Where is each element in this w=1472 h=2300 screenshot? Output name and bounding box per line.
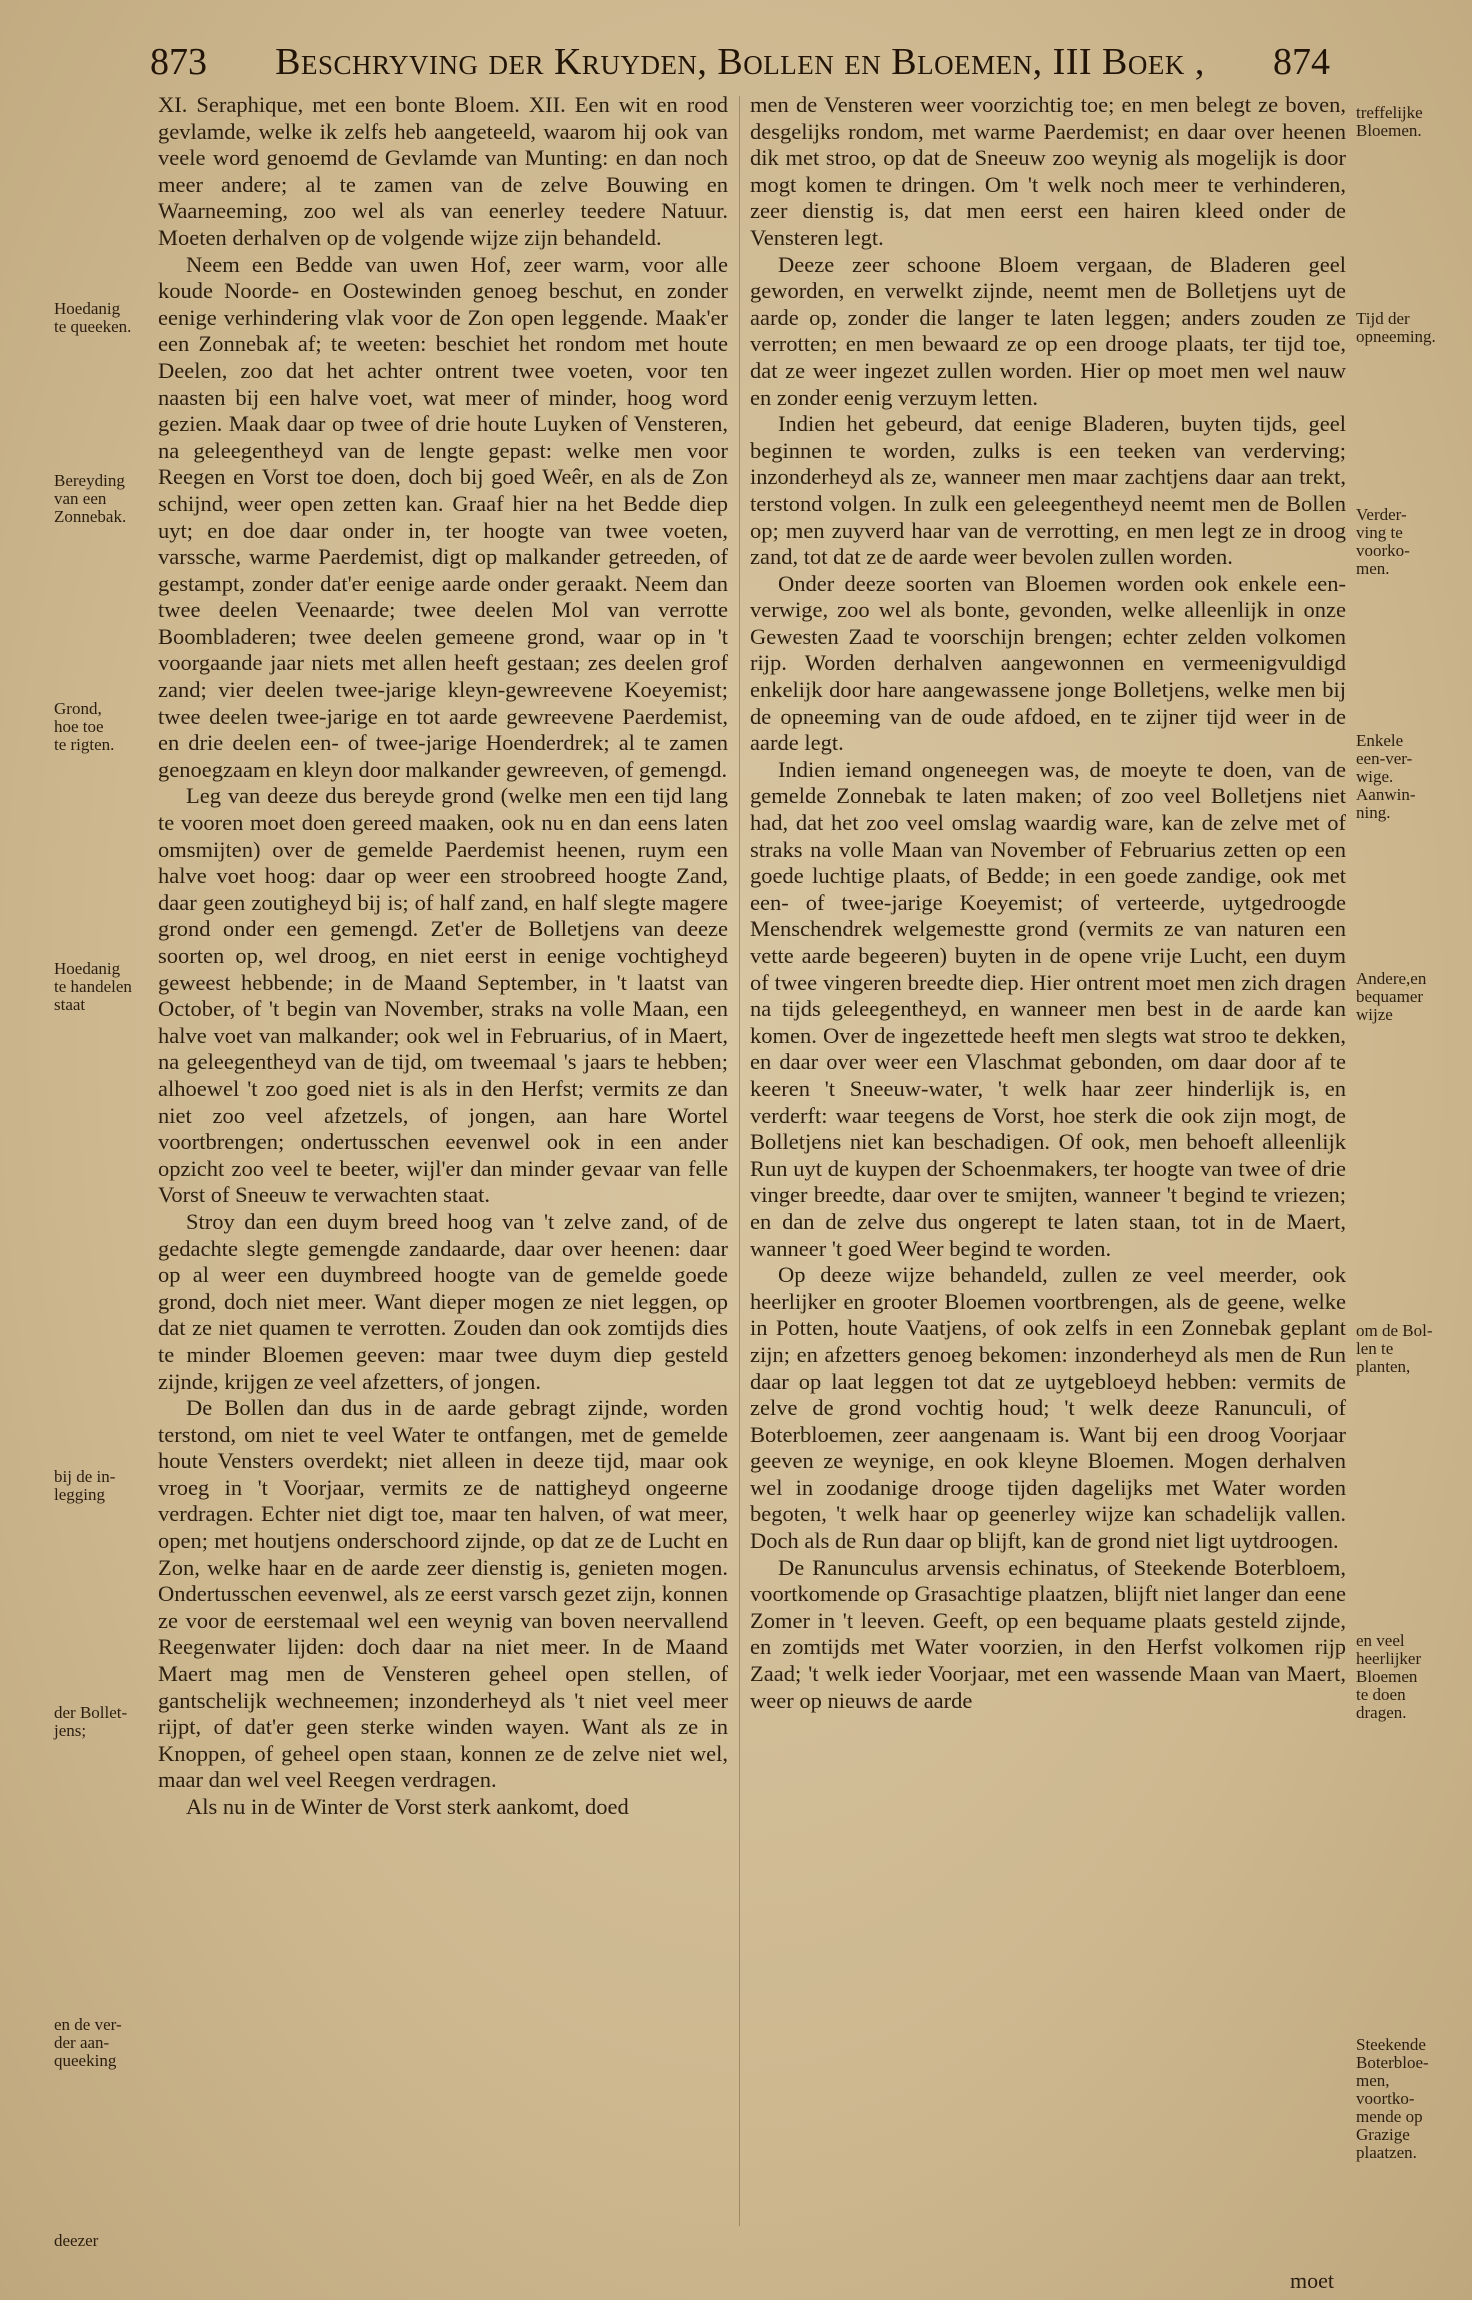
right-paragraph-7: De Ranunculus arvensis echinatus, of Steekende Boterbloem, voortkomende op Grasachtige plaatzen, blijft niet langer dan eene Zomer in 't leeven. Geeft, op een bequame plaats gesteld zijnde, en zomtijds met Water voorzien, in den Herfst volkomen rijp Zaad; 't welk ieder Voorjaar, met een wassende Maan van Maert, weer op nieuws de aarde	[750, 1554, 1346, 1713]
right-paragraph-3: Indien het gebeurd, dat eenige Bladeren, buyten tijds, geel beginnen te worden, zulks is een teeken van verderving; inzonderheyd als ze, wanneer men maar zachtjens daar aan trekt, terstond volgen. In zulk een geleegentheyd neemt men de Bollen op; men zuyverd haar van de verrotting, en men legt ze in droog zand, tot dat ze de aarde weer bevolen zullen worden.	[750, 411, 1346, 570]
margin-note-right-1: treffelijke Bloemen.	[1356, 103, 1423, 140]
margin-note-right-3: Verder- ving te voorko- men.	[1356, 505, 1410, 578]
right-column	[750, 92, 1346, 1714]
margin-note-left-8: deezer	[54, 2231, 99, 2250]
left-column	[158, 92, 728, 1821]
right-paragraph-2: Deeze zeer schoone Bloem vergaan, de Bladeren geel geworden, en verwelkt zijnde, neemt men de Bolletjens uyt de aarde op, zonder die langer te laten leggen; anders zouden ze verrotten; en men bewaard ze op een drooge plaats, ter tijd toe, dat ze weer ingezet zullen worden. Hier op moet men wel nauw en zonder eenig verzuym letten.	[750, 251, 1346, 410]
margin-note-left-2: Bereyding van een Zonnebak.	[54, 471, 127, 526]
right-paragraph-4: Onder deeze soorten van Bloemen worden ook enkele een-verwige, zoo wel als bonte, gevonden, welke alleenlijk in onze Gewesten Zaad te voorschijn brengen; echter zelden volkomen rijp. Worden derhalven aangewonnen en vermeenigvuldigd enkelijk door hare aangewassene jonge Bolletjens, welke men bij de opneeming van de oude afdoed, en te zijner tijd weer in de aarde legt.	[750, 570, 1346, 756]
left-paragraph-1: XI. Seraphique, met een bonte Bloem. XII. Een wit en rood gevlamde, welke ik zelfs heb aangeteeld, waarom hij ook van veele word genoemd de Gevlamde van Munting: en dan noch meer andere; al te zamen van de zelve Bouwing en Waarneeming, zoo wel als van eenerley teedere Natuur. Moeten derhalven op de volgende wijze zijn behandeld.	[158, 92, 728, 250]
left-paragraph-5: De Bollen dan dus in de aarde gebragt zijnde, worden terstond, om niet te veel Water te ontfangen, met de gemelde houte Vensters overdekt; niet alleen in deeze tijd, maar ook vroeg in 't Voorjaar, vermits ze de nattigheyd ongeerne verdragen. Echter niet digt toe, maar ten halven, of wat meer, open; met houtjens onderschoord zijnde, op dat ze de Lucht en Zon, welke haar en de aarde zeer dienstig is, genieten mogen. Ondertusschen eevenwel, als ze eerst varsch gezet zijn, konnen ze voor de eerstemaal wel een weynig van boven neervallend Reegenwater lijden: doch daar na niet meer. In de Maand Maert mag men de Vensteren geheel open stellen, of gantschelijk wechneemen; inzonderheyd als 't niet veel meer rijpt, of dat'er geen sterke winden wayen. Want als ze in Knoppen, of geheel open staan, konnen ze de zelve niet wel, maar dan wel veel Reegen verdragen.	[158, 1395, 728, 1793]
margin-note-right-4: Enkele een-ver- wige. Aanwin- ning.	[1356, 731, 1416, 822]
page-number-right: 874	[1273, 41, 1330, 83]
running-header	[150, 40, 1330, 100]
column-divider	[739, 96, 740, 2226]
catchword: moet	[1290, 2268, 1334, 2293]
margin-note-left-3: Grond, hoe toe te rigten.	[54, 699, 115, 754]
right-paragraph-6: Op deeze wijze behandeld, zullen ze veel meerder, ook heerlijker en grooter Bloemen voortbrengen, als de geene, welke in Potten, houte Vaatjens, of ook zelfs in een Zonnebak geplant zijn; en afzetters genoeg bekomen: inzonderheyd als men de Run daar op laat leggen tot dat ze uytgebloeyd hebben: vermits de zelve de grond vochtig houd; 't welk deeze Ranunculi, of Boterbloemen, zeer aangenaam is. Want bij een droog Voorjaar geeven ze weynige, en ook kleyne Bloemen. Mogen derhalven wel in zoodanige drooge tijden dagelijks met Water worden begoten, 't welk haar op geenerley wijze kan schadelijk vallen. Doch als de Run daar op blijft, kan de grond niet ligt uytdroogen.	[750, 1262, 1346, 1554]
page-number-left: 873	[150, 41, 207, 83]
right-paragraph-1: men de Vensteren weer voorzichtig toe; en men belegt ze boven, desgelijks rondom, met warme Paerdemist; en daar over heenen dik met stroo, op dat de Sneeuw zoo weynig als mogelijk is door mogt komen te dringen. Om 't welk noch meer te verhinderen, zeer dienstig is, dat men eerst een hairen kleed onder de Vensteren legt.	[750, 92, 1346, 250]
running-title: Beschryving der Kruyden, Bollen en Bloemen, III Boek ,	[275, 41, 1205, 83]
margin-note-right-6: om de Bol- len te planten,	[1356, 1321, 1433, 1376]
margin-note-left-7: en de ver- der aan- queeking	[54, 2015, 122, 2070]
left-paragraph-6: Als nu in de Winter de Vorst sterk aankomt, doed	[186, 1794, 629, 1819]
margin-note-right-7: en veel heerlijker Bloemen te doen dragen.	[1356, 1631, 1422, 1722]
margin-note-left-6: der Bollet- jens;	[54, 1703, 128, 1740]
margin-note-left-4: Hoedanig te handelen staat	[54, 959, 132, 1014]
margin-note-right-5: Andere,en bequamer wijze	[1356, 969, 1427, 1024]
left-paragraph-3: Leg van deeze dus bereyde grond (welke men een tijd lang te vooren moet doen gereed maaken, ook nu en dan eens laten omsmijten) over de gemelde Paerdemist heenen, ruym een halve voet hoog: daar op weer een stroobreed hoogte Zand, daar geen zoutigheyd bij is; of half zand, en half slegte magere grond onder een gemengd. Zet'er de Bolletjens van deeze soorten op, wel droog, en niet eerst in eenige vochtigheyd geweest hebbende; in de Maand September, in 't laatst van October, of 't begin van November, straks na volle Maan, een halve voet van malkander; ook wel in Februarius, of in Maert, na geleegentheyd van de tijd, om tweemaal 's jaars te hebben; alhoewel 't zoo goed niet is als in den Herfst; vermits ze dan niet zoo veel afzetzels, of jongen, aan hare Wortel voortbrengen; ondertusschen eevenwel ook in een ander opzicht zoo veel te beeter, wijl'er dan minder gevaar van felle Vorst of Sneeuw te verwachten staat.	[158, 783, 728, 1208]
margin-note-right-2: Tijd der opneeming.	[1356, 309, 1436, 346]
margin-note-right-8: Steekende Boterbloe- men, voortko- mende op Grazige plaatzen.	[1356, 2035, 1429, 2162]
margin-note-left-5: bij de in- legging	[54, 1467, 116, 1504]
right-paragraph-5: Indien iemand ongeneegen was, de moeyte te doen, van de gemelde Zonnebak te laten maken; of zoo veel Bolletjens niet had, dat het zoo veel omslag waardig ware, kan de zelve met of straks na volle Maan van November of Februarius zetten op een goede luchtige plaats, of Bedde; in een goede zandige, ook met een- of twee-jarige Koeyemist; of verteerde, uytgedroogde Menschendrek welgemestte grond (vermits ze van naturen een vette aarde begeeren) buyten in de opene vrije Lucht, een duym of twee vingeren breedte diep. Hier ontrent moet men zich dragen na tijds geleegentheyd, en wanneer men best in de aarde kan komen. Over de ingezettede heeft men slegts wat stroo te dekken, en daar over weer een Vlaschmat gebonden, om daar door af te keeren 't Sneeuw-water, 't welk haar zeer hinderlijk is, en verderft: waar teegens de Vorst, hoe sterk die ook zijn mogt, de Bolletjens niet kan beschadigen. Of ook, men behoeft alleenlijk Run uyt de kuypen der Schoenmakers, ter hoogte van twee of drie vinger breedte, daar over te smijten, wanneer 't begind te vriezen; en dan de zelve dus ongerept te laten staan, tot in de Maert, wanneer 't goed Weer begind te worden.	[750, 756, 1346, 1261]
left-paragraph-4: Stroy dan een duym breed hoog van 't zelve zand, of de gedachte slegte gemengde zandaarde, daar over heenen: daar op al weer een duymbreed hoogte van de gemelde goede grond, doch niet meer. Want dieper mogen ze niet leggen, op dat ze niet quamen te verrotten. Zouden dan ook zomtijds dies te minder Bloemen geeven: maar twee duym diep gesteld zijnde, krijgen ze veel afzetters, of jongen.	[158, 1208, 728, 1394]
margin-note-left-1: Hoedanig te queeken.	[54, 299, 132, 336]
left-paragraph-2: Neem een Bedde van uwen Hof, zeer warm, voor alle koude Noorde- en Oostewinden genoeg beschut, en zonder eenige verhindering vlak voor de Zon open leggende. Maak'er een Zonnebak af; te weeten: beschiet het rondom met houte Deelen, zoo dat het achter ontrent twee voeten, voor ten naasten bij een halve voet, wat meer of minder, hoog word gezien. Maak daar op twee of drie houte Luyken of Vensteren, na geleegentheyd van de lengte gepast: welke men voor Reegen en Vorst toe doen, doch bij goed Weêr, en als de Zon schijnd, weer open zetten kan. Graaf hier na het Bedde diep uyt; en doe daar onder in, ter hoogte van twee voeten, varssche, warme Paerdemist, digt op malkander getreeden, of gestampt, zonder dat'er eenige aarde onder geraakt. Neem dan twee deelen Veenaarde; twee deelen Mol van verrotte Boombladeren; twee deelen gemeene grond, waar op in 't voorgaande jaar niets met allen heeft gestaan; zes deelen grof zand; vier deelen twee-jarige kleyn-gewreevene Koeyemist; twee deelen twee-jarige en tot aarde gewreevene Paerdemist, en drie deelen een- of twee-jarige Hoenderdrek; al te zamen genoegzaam en kleyn door malkander gewreeven, of gemengd.	[158, 251, 728, 782]
